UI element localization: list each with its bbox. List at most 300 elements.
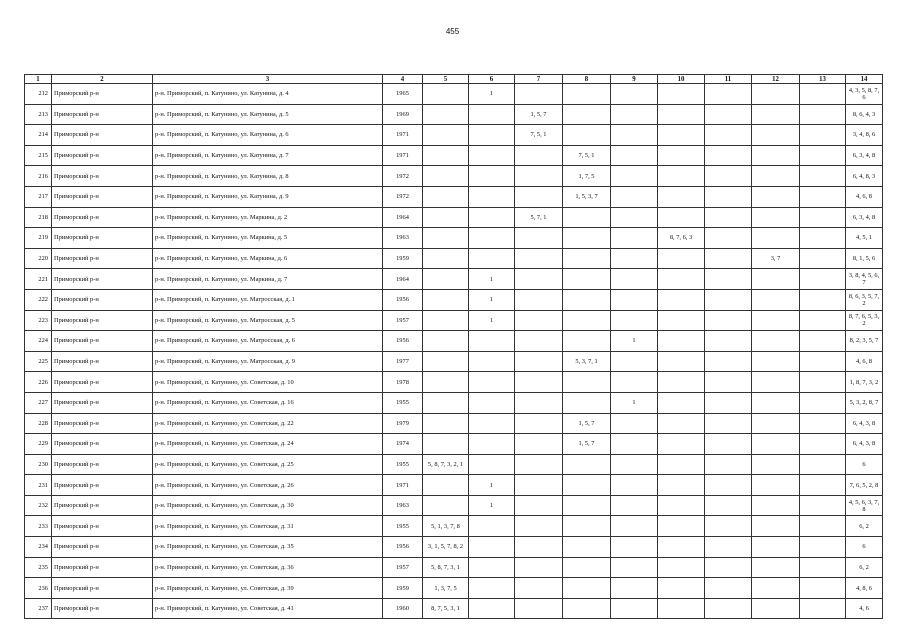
table-cell-col-7 [515, 578, 563, 599]
table-cell-col-14: 4, 5, 1 [846, 228, 883, 249]
table-cell-col-2: Приморский р-н [52, 186, 153, 207]
table-cell-col-9 [611, 454, 658, 475]
table-cell-col-14: 1, 8, 7, 3, 2 [846, 372, 883, 393]
table-cell-col-4: 1963 [383, 228, 423, 249]
table-cell-col-13 [800, 351, 846, 372]
table-cell-col-2: Приморский р-н [52, 392, 153, 413]
table-cell-col-14: 6, 4, 3, 8 [846, 434, 883, 455]
table-cell-col-7 [515, 434, 563, 455]
housing-table [24, 74, 883, 619]
table-cell-col-12 [752, 104, 800, 125]
table-cell-col-1: 229 [25, 434, 52, 455]
table-cell-col-4: 1957 [383, 310, 423, 331]
table-cell-col-8 [563, 84, 611, 105]
table-cell-col-13 [800, 248, 846, 269]
table-cell-col-13 [800, 537, 846, 558]
table-cell-col-3: р-н. Приморский, п. Катунино, ул. Советская, д. 25 [153, 454, 383, 475]
table-cell-col-9 [611, 537, 658, 558]
table-cell-col-10 [658, 331, 705, 352]
table-cell-col-4: 1972 [383, 186, 423, 207]
table-cell-col-13 [800, 413, 846, 434]
table-cell-col-7 [515, 269, 563, 290]
table-cell-col-11 [705, 269, 752, 290]
table-cell-col-9 [611, 578, 658, 599]
table-cell-col-14: 4, 5, 6, 3, 7, 8 [846, 495, 883, 516]
table-cell-col-8: 1, 7, 5 [563, 166, 611, 187]
table-cell-col-10: 8, 7, 6, 3 [658, 228, 705, 249]
table-cell-col-6: 1 [469, 495, 515, 516]
table-cell-col-13 [800, 166, 846, 187]
table-cell-col-6 [469, 228, 515, 249]
table-cell-col-2: Приморский р-н [52, 289, 153, 310]
table-cell-col-11 [705, 145, 752, 166]
table-cell-col-3: р-н. Приморский, п. Катунино, ул. Маркина, д. 6 [153, 248, 383, 269]
table-cell-col-8: 1, 5, 3, 7 [563, 186, 611, 207]
table-cell-col-13 [800, 145, 846, 166]
table-cell-col-11 [705, 372, 752, 393]
table-cell-col-9: 1 [611, 331, 658, 352]
table-cell-col-7 [515, 166, 563, 187]
table-cell-col-13 [800, 495, 846, 516]
table-cell-col-4: 1965 [383, 84, 423, 105]
table-cell-col-1: 230 [25, 454, 52, 475]
table-cell-col-9 [611, 289, 658, 310]
table-cell-col-2: Приморский р-н [52, 331, 153, 352]
table-cell-col-4: 1957 [383, 557, 423, 578]
table-cell-col-14: 4, 6, 8 [846, 351, 883, 372]
table-cell-col-8 [563, 557, 611, 578]
table-cell-col-1: 227 [25, 392, 52, 413]
table-cell-col-3: р-н. Приморский, п. Катунино, ул. Матросская, д. 1 [153, 289, 383, 310]
table-cell-col-7: 1, 5, 7 [515, 104, 563, 125]
table-cell-col-4: 1955 [383, 516, 423, 537]
table-cell-col-9 [611, 495, 658, 516]
table-cell-col-6 [469, 434, 515, 455]
table-cell-col-2: Приморский р-н [52, 269, 153, 290]
table-cell-col-8 [563, 207, 611, 228]
table-cell-col-4: 1972 [383, 166, 423, 187]
table-cell-col-13 [800, 289, 846, 310]
table-cell-col-7 [515, 372, 563, 393]
table-cell-col-12 [752, 207, 800, 228]
table-cell-col-8 [563, 331, 611, 352]
table-cell-col-12 [752, 289, 800, 310]
table-cell-col-4: 1971 [383, 475, 423, 496]
table-cell-col-13 [800, 310, 846, 331]
table-cell-col-3: р-н. Приморский, п. Катунино, ул. Советская, д. 26 [153, 475, 383, 496]
table-cell-col-12 [752, 145, 800, 166]
table-cell-col-11 [705, 516, 752, 537]
table-cell-col-3: р-н. Приморский, п. Катунино, ул. Маркина, д. 5 [153, 228, 383, 249]
table-cell-col-13 [800, 434, 846, 455]
table-cell-col-1: 234 [25, 537, 52, 558]
table-cell-col-9 [611, 248, 658, 269]
table-cell-col-14: 6, 3, 4, 8 [846, 145, 883, 166]
table-cell-col-10 [658, 392, 705, 413]
table-cell-col-3: р-н. Приморский, п. Катунино, ул. Советская, д. 36 [153, 557, 383, 578]
table-row [25, 557, 883, 578]
table-cell-col-10 [658, 84, 705, 105]
table-cell-col-3: р-н. Приморский, п. Катунино, ул. Советская, д. 35 [153, 537, 383, 558]
column-header-4: 4 [383, 75, 423, 84]
table-cell-col-3: р-н. Приморский, п. Катунино, ул. Катунина, д. 8 [153, 166, 383, 187]
table-cell-col-5 [423, 248, 469, 269]
table-cell-col-10 [658, 454, 705, 475]
table-cell-col-10 [658, 351, 705, 372]
table-cell-col-11 [705, 578, 752, 599]
table-row [25, 145, 883, 166]
table-cell-col-7 [515, 516, 563, 537]
table-cell-col-9 [611, 372, 658, 393]
table-row [25, 269, 883, 290]
table-cell-col-8 [563, 310, 611, 331]
table-cell-col-5 [423, 269, 469, 290]
table-cell-col-3: р-н. Приморский, п. Катунино, ул. Советская, д. 41 [153, 598, 383, 619]
table-cell-col-13 [800, 186, 846, 207]
table-cell-col-7 [515, 351, 563, 372]
table-cell-col-7 [515, 331, 563, 352]
table-cell-col-14: 8, 6, 4, 3 [846, 104, 883, 125]
table-cell-col-3: р-н. Приморский, п. Катунино, ул. Советская, д. 30 [153, 495, 383, 516]
table-cell-col-8 [563, 248, 611, 269]
table-cell-col-2: Приморский р-н [52, 537, 153, 558]
table-cell-col-10 [658, 104, 705, 125]
table-cell-col-9: 1 [611, 392, 658, 413]
column-header-14: 14 [846, 75, 883, 84]
table-cell-col-10 [658, 598, 705, 619]
table-cell-col-8 [563, 578, 611, 599]
table-row [25, 495, 883, 516]
table-cell-col-5: 1, 3, 7, 5 [423, 578, 469, 599]
table-row [25, 372, 883, 393]
table-cell-col-2: Приморский р-н [52, 516, 153, 537]
table-cell-col-11 [705, 207, 752, 228]
table-cell-col-2: Приморский р-н [52, 104, 153, 125]
table-cell-col-5: 5, 1, 3, 7, 8 [423, 516, 469, 537]
table-cell-col-10 [658, 516, 705, 537]
table-cell-col-7 [515, 145, 563, 166]
column-header-9: 9 [611, 75, 658, 84]
table-cell-col-9 [611, 557, 658, 578]
table-cell-col-6 [469, 454, 515, 475]
table-cell-col-8 [563, 598, 611, 619]
table-cell-col-6 [469, 207, 515, 228]
table-cell-col-7: 5, 7, 1 [515, 207, 563, 228]
table-row [25, 289, 883, 310]
table-cell-col-1: 218 [25, 207, 52, 228]
table-cell-col-7 [515, 310, 563, 331]
table-cell-col-12 [752, 537, 800, 558]
table-cell-col-3: р-н. Приморский, п. Катунино, ул. Матросская, д. 6 [153, 331, 383, 352]
table-cell-col-4: 1956 [383, 331, 423, 352]
table-cell-col-4: 1963 [383, 495, 423, 516]
table-cell-col-8: 5, 3, 7, 1 [563, 351, 611, 372]
table-cell-col-12 [752, 269, 800, 290]
table-cell-col-8 [563, 228, 611, 249]
table-cell-col-8 [563, 537, 611, 558]
table-cell-col-1: 233 [25, 516, 52, 537]
table-cell-col-2: Приморский р-н [52, 84, 153, 105]
table-cell-col-13 [800, 125, 846, 146]
table-cell-col-5 [423, 475, 469, 496]
table-row [25, 166, 883, 187]
page-number: 455 [445, 27, 460, 36]
table-cell-col-1: 217 [25, 186, 52, 207]
table-cell-col-6 [469, 351, 515, 372]
table-cell-col-12 [752, 516, 800, 537]
table-cell-col-13 [800, 392, 846, 413]
table-cell-col-12 [752, 331, 800, 352]
table-cell-col-7 [515, 248, 563, 269]
table-cell-col-8 [563, 372, 611, 393]
table-cell-col-5 [423, 495, 469, 516]
table-cell-col-6: 1 [469, 289, 515, 310]
table-cell-col-13 [800, 557, 846, 578]
table-row [25, 125, 883, 146]
table-cell-col-4: 1977 [383, 351, 423, 372]
table-cell-col-11 [705, 248, 752, 269]
table-cell-col-5 [423, 413, 469, 434]
table-cell-col-5 [423, 310, 469, 331]
table-cell-col-14: 6 [846, 454, 883, 475]
table-cell-col-6: 1 [469, 269, 515, 290]
table-cell-col-7 [515, 475, 563, 496]
table-cell-col-9 [611, 228, 658, 249]
table-cell-col-8 [563, 125, 611, 146]
table-cell-col-13 [800, 84, 846, 105]
table-cell-col-12 [752, 166, 800, 187]
table-cell-col-1: 219 [25, 228, 52, 249]
table-cell-col-7 [515, 557, 563, 578]
table-cell-col-3: р-н. Приморский, п. Катунино, ул. Советская, д. 10 [153, 372, 383, 393]
table-cell-col-10 [658, 186, 705, 207]
table-cell-col-3: р-н. Приморский, п. Катунино, ул. Катунина, д. 5 [153, 104, 383, 125]
table-cell-col-5: 5, 8, 7, 3, 2, 1 [423, 454, 469, 475]
table-row [25, 598, 883, 619]
table-cell-col-10 [658, 269, 705, 290]
table-cell-col-13 [800, 454, 846, 475]
table-cell-col-6 [469, 186, 515, 207]
table-cell-col-4: 1956 [383, 537, 423, 558]
table-cell-col-14: 6, 3, 4, 8 [846, 207, 883, 228]
table-cell-col-12 [752, 557, 800, 578]
table-body [25, 84, 883, 619]
table-cell-col-3: р-н. Приморский, п. Катунино, ул. Катунина, д. 7 [153, 145, 383, 166]
table-cell-col-1: 213 [25, 104, 52, 125]
table-cell-col-5 [423, 186, 469, 207]
table-cell-col-1: 216 [25, 166, 52, 187]
table-cell-col-10 [658, 537, 705, 558]
table-cell-col-6: 1 [469, 310, 515, 331]
table-cell-col-6 [469, 248, 515, 269]
table-cell-col-12 [752, 475, 800, 496]
table-cell-col-10 [658, 434, 705, 455]
table-cell-col-9 [611, 598, 658, 619]
table-cell-col-6 [469, 166, 515, 187]
table-row [25, 84, 883, 105]
table-cell-col-11 [705, 84, 752, 105]
table-cell-col-11 [705, 289, 752, 310]
table-cell-col-6 [469, 104, 515, 125]
table-cell-col-7 [515, 228, 563, 249]
table-cell-col-13 [800, 578, 846, 599]
table-cell-col-11 [705, 228, 752, 249]
table-cell-col-7 [515, 413, 563, 434]
table-cell-col-7 [515, 454, 563, 475]
column-header-2: 2 [52, 75, 153, 84]
table-cell-col-14: 4, 6, 8 [846, 186, 883, 207]
table-cell-col-9 [611, 84, 658, 105]
table-cell-col-10 [658, 372, 705, 393]
table-cell-col-4: 1971 [383, 125, 423, 146]
table-cell-col-6 [469, 372, 515, 393]
table-cell-col-5 [423, 228, 469, 249]
table-cell-col-6: 1 [469, 84, 515, 105]
table-cell-col-1: 224 [25, 331, 52, 352]
table-cell-col-9 [611, 104, 658, 125]
table-row [25, 475, 883, 496]
table-row [25, 228, 883, 249]
table-cell-col-13 [800, 269, 846, 290]
table-cell-col-8 [563, 269, 611, 290]
table-cell-col-9 [611, 413, 658, 434]
table-cell-col-10 [658, 166, 705, 187]
table-cell-col-5: 8, 7, 5, 3, 1 [423, 598, 469, 619]
table-cell-col-1: 212 [25, 84, 52, 105]
table-cell-col-2: Приморский р-н [52, 351, 153, 372]
table-cell-col-2: Приморский р-н [52, 434, 153, 455]
table-cell-col-1: 226 [25, 372, 52, 393]
table-cell-col-6 [469, 537, 515, 558]
table-cell-col-8: 1, 5, 7 [563, 413, 611, 434]
table-cell-col-4: 1971 [383, 145, 423, 166]
table-row [25, 248, 883, 269]
table-cell-col-14: 8, 6, 3, 5, 7, 2 [846, 289, 883, 310]
table-cell-col-12 [752, 84, 800, 105]
table-cell-col-6 [469, 557, 515, 578]
table-cell-col-11 [705, 495, 752, 516]
table-cell-col-12 [752, 495, 800, 516]
table-cell-col-3: р-н. Приморский, п. Катунино, ул. Катунина, д. 9 [153, 186, 383, 207]
table-row [25, 310, 883, 331]
table-cell-col-4: 1959 [383, 248, 423, 269]
table-cell-col-12 [752, 598, 800, 619]
table-row [25, 207, 883, 228]
table-cell-col-2: Приморский р-н [52, 578, 153, 599]
table-cell-col-3: р-н. Приморский, п. Катунино, ул. Советская, д. 16 [153, 392, 383, 413]
table-cell-col-3: р-н. Приморский, п. Катунино, ул. Матросская, д. 5 [153, 310, 383, 331]
column-header-6: 6 [469, 75, 515, 84]
table-cell-col-14: 3, 8, 4, 5, 6, 7 [846, 269, 883, 290]
table-cell-col-7 [515, 537, 563, 558]
table-cell-col-11 [705, 331, 752, 352]
table-cell-col-2: Приморский р-н [52, 372, 153, 393]
table-cell-col-14: 3, 4, 8, 6 [846, 125, 883, 146]
table-cell-col-11 [705, 310, 752, 331]
table-cell-col-5 [423, 84, 469, 105]
table-cell-col-8 [563, 392, 611, 413]
column-header-11: 11 [705, 75, 752, 84]
table-cell-col-4: 1974 [383, 434, 423, 455]
table-cell-col-5 [423, 351, 469, 372]
table-cell-col-1: 231 [25, 475, 52, 496]
table-cell-col-14: 4, 6 [846, 598, 883, 619]
table-cell-col-4: 1969 [383, 104, 423, 125]
table-cell-col-3: р-н. Приморский, п. Катунино, ул. Матросская, д. 9 [153, 351, 383, 372]
table-cell-col-9 [611, 186, 658, 207]
table-cell-col-9 [611, 310, 658, 331]
table-cell-col-10 [658, 125, 705, 146]
column-header-8: 8 [563, 75, 611, 84]
table-cell-col-9 [611, 434, 658, 455]
table-cell-col-14: 6 [846, 537, 883, 558]
table-cell-col-2: Приморский р-н [52, 228, 153, 249]
table-cell-col-14: 8, 1, 5, 6 [846, 248, 883, 269]
table-cell-col-7 [515, 84, 563, 105]
table-cell-col-9 [611, 475, 658, 496]
table-cell-col-11 [705, 537, 752, 558]
table-cell-col-14: 4, 3, 5, 8, 7, 6 [846, 84, 883, 105]
table-cell-col-11 [705, 186, 752, 207]
table-cell-col-10 [658, 207, 705, 228]
table-cell-col-5 [423, 434, 469, 455]
table-cell-col-1: 228 [25, 413, 52, 434]
table-cell-col-2: Приморский р-н [52, 495, 153, 516]
table-cell-col-14: 4, 8, 6 [846, 578, 883, 599]
table-cell-col-1: 237 [25, 598, 52, 619]
table-cell-col-14: 8, 2, 3, 5, 7 [846, 331, 883, 352]
table-cell-col-14: 6, 4, 8, 3 [846, 166, 883, 187]
table-cell-col-12 [752, 310, 800, 331]
table-cell-col-13 [800, 475, 846, 496]
table-cell-col-6 [469, 145, 515, 166]
table-row [25, 186, 883, 207]
table-cell-col-4: 1960 [383, 598, 423, 619]
table-cell-col-14: 5, 3, 2, 8, 7 [846, 392, 883, 413]
table-cell-col-10 [658, 578, 705, 599]
table-cell-col-1: 214 [25, 125, 52, 146]
table-cell-col-12 [752, 413, 800, 434]
table-cell-col-5 [423, 207, 469, 228]
table-cell-col-5 [423, 104, 469, 125]
table-cell-col-11 [705, 125, 752, 146]
table-cell-col-1: 221 [25, 269, 52, 290]
table-cell-col-2: Приморский р-н [52, 598, 153, 619]
table-cell-col-1: 220 [25, 248, 52, 269]
table-cell-col-12 [752, 186, 800, 207]
table-row [25, 578, 883, 599]
table-cell-col-4: 1964 [383, 269, 423, 290]
table-cell-col-5: 3, 1, 5, 7, 8, 2 [423, 537, 469, 558]
table-cell-col-8 [563, 475, 611, 496]
table-cell-col-13 [800, 372, 846, 393]
table-row [25, 516, 883, 537]
table-cell-col-6 [469, 598, 515, 619]
table-cell-col-6 [469, 125, 515, 146]
column-header-10: 10 [658, 75, 705, 84]
table-cell-col-6 [469, 578, 515, 599]
table-cell-col-5 [423, 166, 469, 187]
table-cell-col-2: Приморский р-н [52, 557, 153, 578]
table-cell-col-10 [658, 248, 705, 269]
table-cell-col-7: 7, 5, 1 [515, 125, 563, 146]
table-cell-col-9 [611, 269, 658, 290]
table-cell-col-6 [469, 516, 515, 537]
table-cell-col-3: р-н. Приморский, п. Катунино, ул. Маркина, д. 2 [153, 207, 383, 228]
table-cell-col-1: 232 [25, 495, 52, 516]
table-cell-col-3: р-н. Приморский, п. Катунино, ул. Катунина, д. 4 [153, 84, 383, 105]
table-cell-col-5 [423, 145, 469, 166]
